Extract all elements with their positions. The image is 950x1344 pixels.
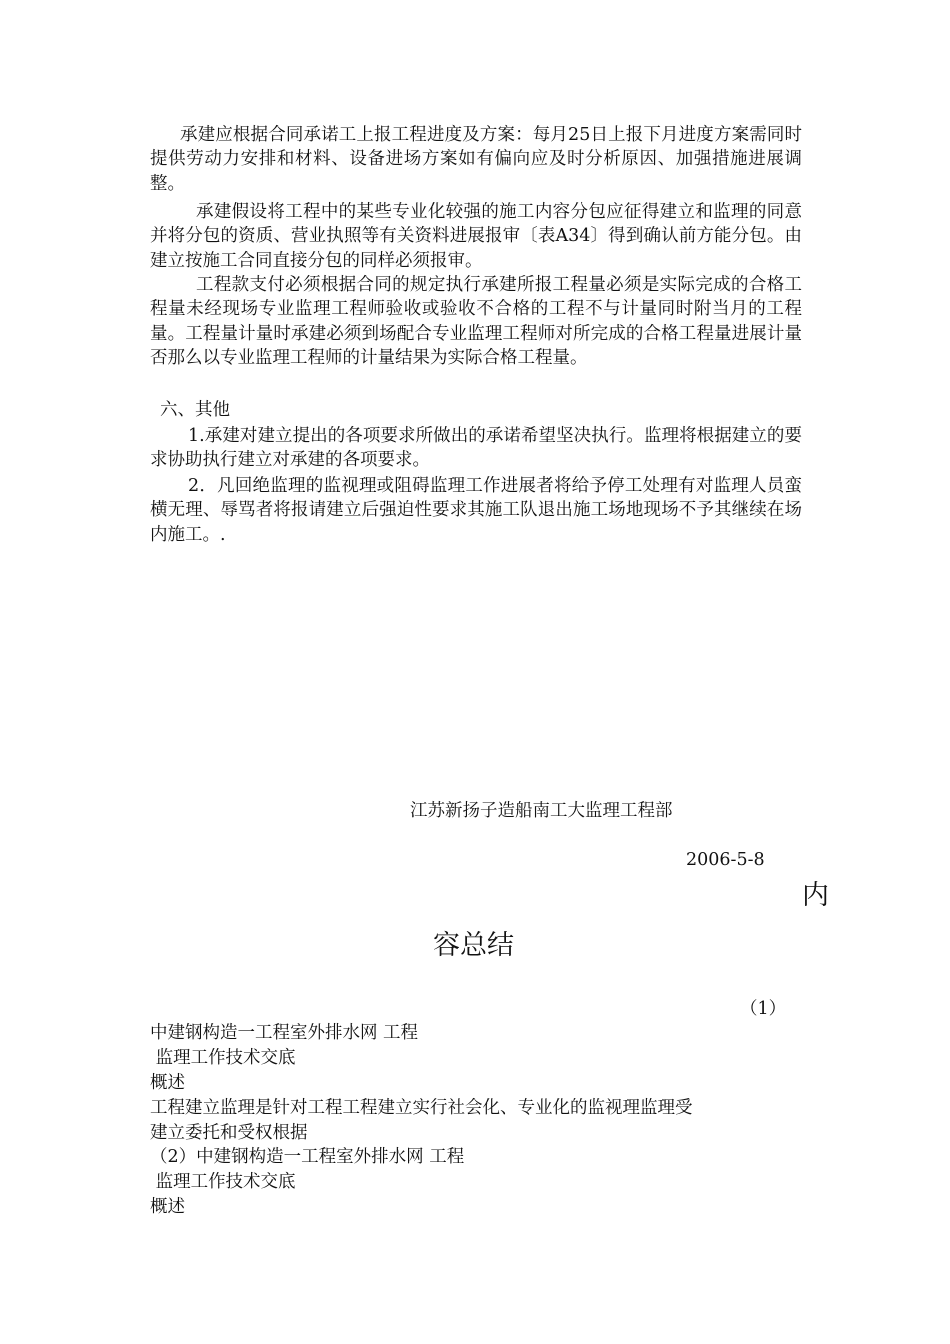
list-item-2: 2．凡回绝监理的监视理或阻碍监理工作进展者将给予停工处理有对监理人员蛮横无理、辱骂者将报请建立后强迫性要求其施工队退出施工场地现场不予其继续在场内施工。. [150,476,802,545]
summary-line-index-1: （1） [740,999,787,1019]
section-heading-other: 六、其他 [160,400,230,420]
summary-title-part2: 容总结 [433,930,514,961]
summary-line-body-1: 工程建立监理是针对工程工程建立实行社会化、专业化的监视理监理受 [150,1098,693,1118]
summary-title-part1: 内 [802,880,829,911]
summary-line-disclosure-1: 监理工作技术交底 [150,1048,296,1068]
summary-line-project-2: （2）中建钢构造一工程室外排水网 工程 [150,1147,465,1167]
summary-line-disclosure-2: 监理工作技术交底 [150,1172,296,1192]
list-item-1: 1.承建对建立提出的各项要求所做出的承诺希望坚决执行。监理将根据建立的要求协助执行建立对承建的各项要求。 [150,426,802,471]
paragraph-progress-plan: 承建应根据合同承诺工上报工程进度及方案：每月25日上报下月进度方案需同时提供劳动力安排和材料、设备进场方案如有偏向应及时分析原因、加强措施进展调整。 [150,125,802,194]
signature-date: 2006-5-8 [686,850,765,870]
summary-line-body-2: 建立委托和受权根据 [150,1123,308,1143]
paragraph-payment: 工程款支付必须根据合同的规定执行承建所报工程量必须是实际完成的合格工程量未经现场专业监理工程师验收或验收不合格的工程不与计量同时附当月的工程量。工程量计量时承建必须到场配合专业监理工程师对所完成的合格工程量进展计量否那么以专业监理工程师的计量结果为实际合格工程量。 [150,275,802,369]
summary-line-overview-2: 概述 [150,1197,185,1217]
paragraph-subcontracting: 承建假设将工程中的某些专业化较强的施工内容分包应征得建立和监理的同意并将分包的资质、营业执照等有关资料进展报审〔表A34〕得到确认前方能分包。由建立按施工合同直接分包的同样必须报审。 [150,202,802,271]
summary-line-project-1: 中建钢构造一工程室外排水网 工程 [150,1023,419,1043]
signature-organization: 江苏新扬子造船南工大监理工程部 [410,801,673,821]
summary-line-overview-1: 概述 [150,1073,185,1093]
